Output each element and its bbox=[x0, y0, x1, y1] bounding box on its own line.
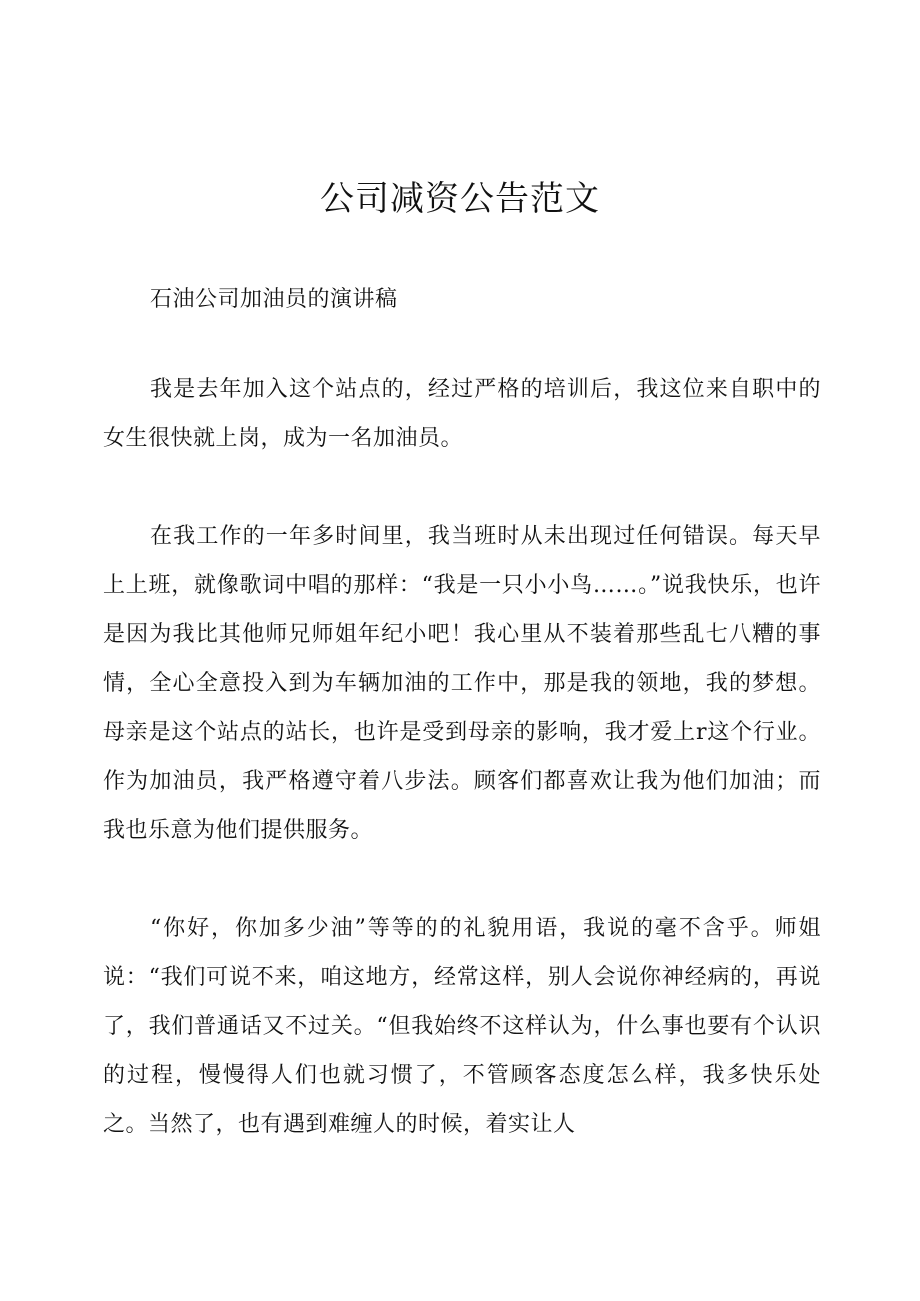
body-paragraph-3: “你好，你加多少油”等等的的礼貌用语，我说的毫不含乎。师姐说：“我们可说不来，咱这地方，经常这样，别人会说你神经病的，再说了，我们普通话又不过关。“但我始终不这样认为，什么事也要有个认识的过程，慢慢得人们也就习惯了，不管顾客态度怎么样，我多快乐处之。当然了，也有遇到难缠人的时候，着实让人 bbox=[103, 916, 821, 1137]
body-paragraph-2: 在我工作的一年多时间里，我当班时从未出现过任何错误。每天早上上班，就像歌词中唱的那样：“我是一只小小鸟……。”说我快乐，也许是因为我比其他师兄师姐年纪小吧！我心里从不装着那些乱七八糟的事情，全心全意投入到为车辆加油的工作中，那是我的领地，我的梦想。母亲是这个站点的站长，也许是受到母亲的影响，我才爱上r这个行业。作为加油员，我严格遵守着八步法。顾客们都喜欢让我为他们加油；而我也乐意为他们提供服务。 bbox=[103, 524, 821, 843]
document-title: 公司减资公告范文 bbox=[320, 179, 600, 219]
body-paragraph-1: 我是去年加入这个站点的，经过严格的培训后，我这位来自职中的女生很快就上岗，成为一名加油员。 bbox=[103, 377, 821, 451]
document-subtitle: 石油公司加油员的演讲稿 bbox=[150, 287, 398, 312]
